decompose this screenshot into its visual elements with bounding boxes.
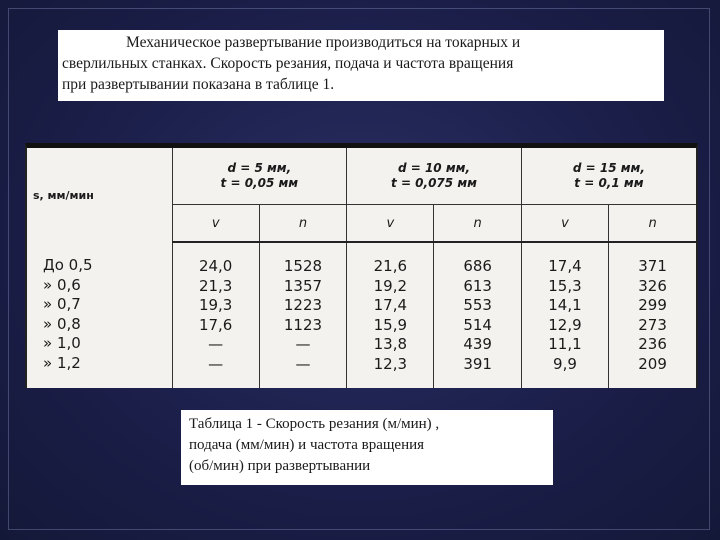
speed-d5-cell bbox=[172, 242, 259, 388]
feed-column-header: s, мм/мин bbox=[27, 148, 172, 242]
table-value: — bbox=[208, 354, 224, 373]
rpm-d10-cell bbox=[434, 242, 521, 388]
rpm-d5-cell bbox=[259, 242, 346, 388]
intro-line: Механическое развертывание производиться на токарных и bbox=[126, 34, 521, 51]
table-value: — bbox=[295, 354, 311, 373]
group-header-line: t = 0,075 мм bbox=[391, 176, 477, 190]
feed-value: До 0,5 bbox=[43, 256, 93, 274]
table-value: 273 bbox=[638, 315, 667, 334]
group-header-line: d = 15 мм, bbox=[572, 161, 645, 175]
group-header-d10 bbox=[347, 148, 522, 205]
table-value: 326 bbox=[638, 276, 667, 295]
table-value: 391 bbox=[463, 354, 492, 373]
table-value: 11,1 bbox=[548, 335, 582, 353]
table-value: — bbox=[295, 335, 311, 353]
sub-header-n: n bbox=[434, 205, 521, 243]
table-value: 1223 bbox=[283, 296, 323, 314]
table-value: 19,2 bbox=[373, 276, 408, 295]
table-value: 9,9 bbox=[553, 354, 577, 373]
table-value: 13,8 bbox=[373, 335, 408, 353]
intro-line: сверлильных станках. Скорость резания, подача и частота вращения bbox=[62, 55, 514, 72]
table-value: 209 bbox=[638, 354, 667, 373]
feed-value: » 0,6 bbox=[43, 275, 81, 294]
group-header-d5 bbox=[172, 148, 347, 205]
table-caption bbox=[181, 410, 553, 485]
speed-d10-cell bbox=[347, 242, 434, 388]
cutting-parameters-table bbox=[25, 143, 698, 388]
table-value: 686 bbox=[463, 257, 492, 275]
feed-value: » 0,8 bbox=[43, 314, 81, 333]
table-value: 21,6 bbox=[373, 257, 408, 275]
group-header-line: t = 0,1 мм bbox=[574, 176, 644, 190]
feed-value: » 1,2 bbox=[43, 353, 81, 372]
group-header-line: d = 5 мм, bbox=[227, 161, 292, 175]
table-value: 299 bbox=[638, 296, 667, 314]
table-value: 12,3 bbox=[373, 354, 408, 373]
table-value: 1123 bbox=[283, 315, 323, 334]
table-value: 17,4 bbox=[373, 296, 408, 314]
table-value: 21,3 bbox=[198, 276, 233, 295]
sub-header-v: v bbox=[521, 205, 608, 243]
sub-header-n: n bbox=[259, 205, 346, 243]
table-value: 613 bbox=[463, 276, 492, 295]
table-value: 17,6 bbox=[198, 315, 233, 334]
feed-values-cell bbox=[27, 242, 172, 388]
table-value: 19,3 bbox=[198, 296, 233, 314]
group-header-line: t = 0,05 мм bbox=[220, 176, 299, 190]
feed-value: » 1,0 bbox=[43, 334, 81, 352]
caption-line: Таблица 1 - Скорость резания (м/мин) , bbox=[189, 416, 440, 432]
table-value: — bbox=[208, 335, 224, 353]
group-header-line: d = 10 мм, bbox=[397, 161, 471, 175]
table-value: 371 bbox=[638, 257, 667, 275]
caption-line: подача (мм/мин) и частота вращения bbox=[189, 437, 425, 453]
feed-value: » 0,7 bbox=[43, 295, 81, 313]
sub-header-v: v bbox=[172, 205, 259, 243]
intro-line: при развертывании показана в таблице 1. bbox=[62, 76, 335, 93]
caption-line: (об/мин) при развертывании bbox=[189, 458, 371, 474]
data-table bbox=[27, 148, 696, 388]
sub-header-n: n bbox=[609, 205, 696, 243]
intro-paragraph bbox=[58, 30, 664, 101]
table-value: 553 bbox=[463, 296, 492, 314]
table-value: 439 bbox=[463, 335, 492, 353]
table-value: 1528 bbox=[283, 257, 323, 275]
table-value: 17,4 bbox=[548, 257, 582, 275]
table-value: 236 bbox=[638, 335, 667, 353]
table-value: 15,3 bbox=[548, 276, 582, 295]
table-value: 14,1 bbox=[548, 296, 582, 314]
table-value: 514 bbox=[463, 315, 492, 334]
sub-header-v: v bbox=[347, 205, 434, 243]
rpm-d15-cell bbox=[609, 242, 696, 388]
table-value: 15,9 bbox=[373, 315, 408, 334]
table-value: 24,0 bbox=[198, 257, 233, 275]
table-value: 12,9 bbox=[548, 315, 582, 334]
speed-d15-cell bbox=[521, 242, 608, 388]
table-value: 1357 bbox=[283, 276, 323, 295]
group-header-d15 bbox=[521, 148, 696, 205]
